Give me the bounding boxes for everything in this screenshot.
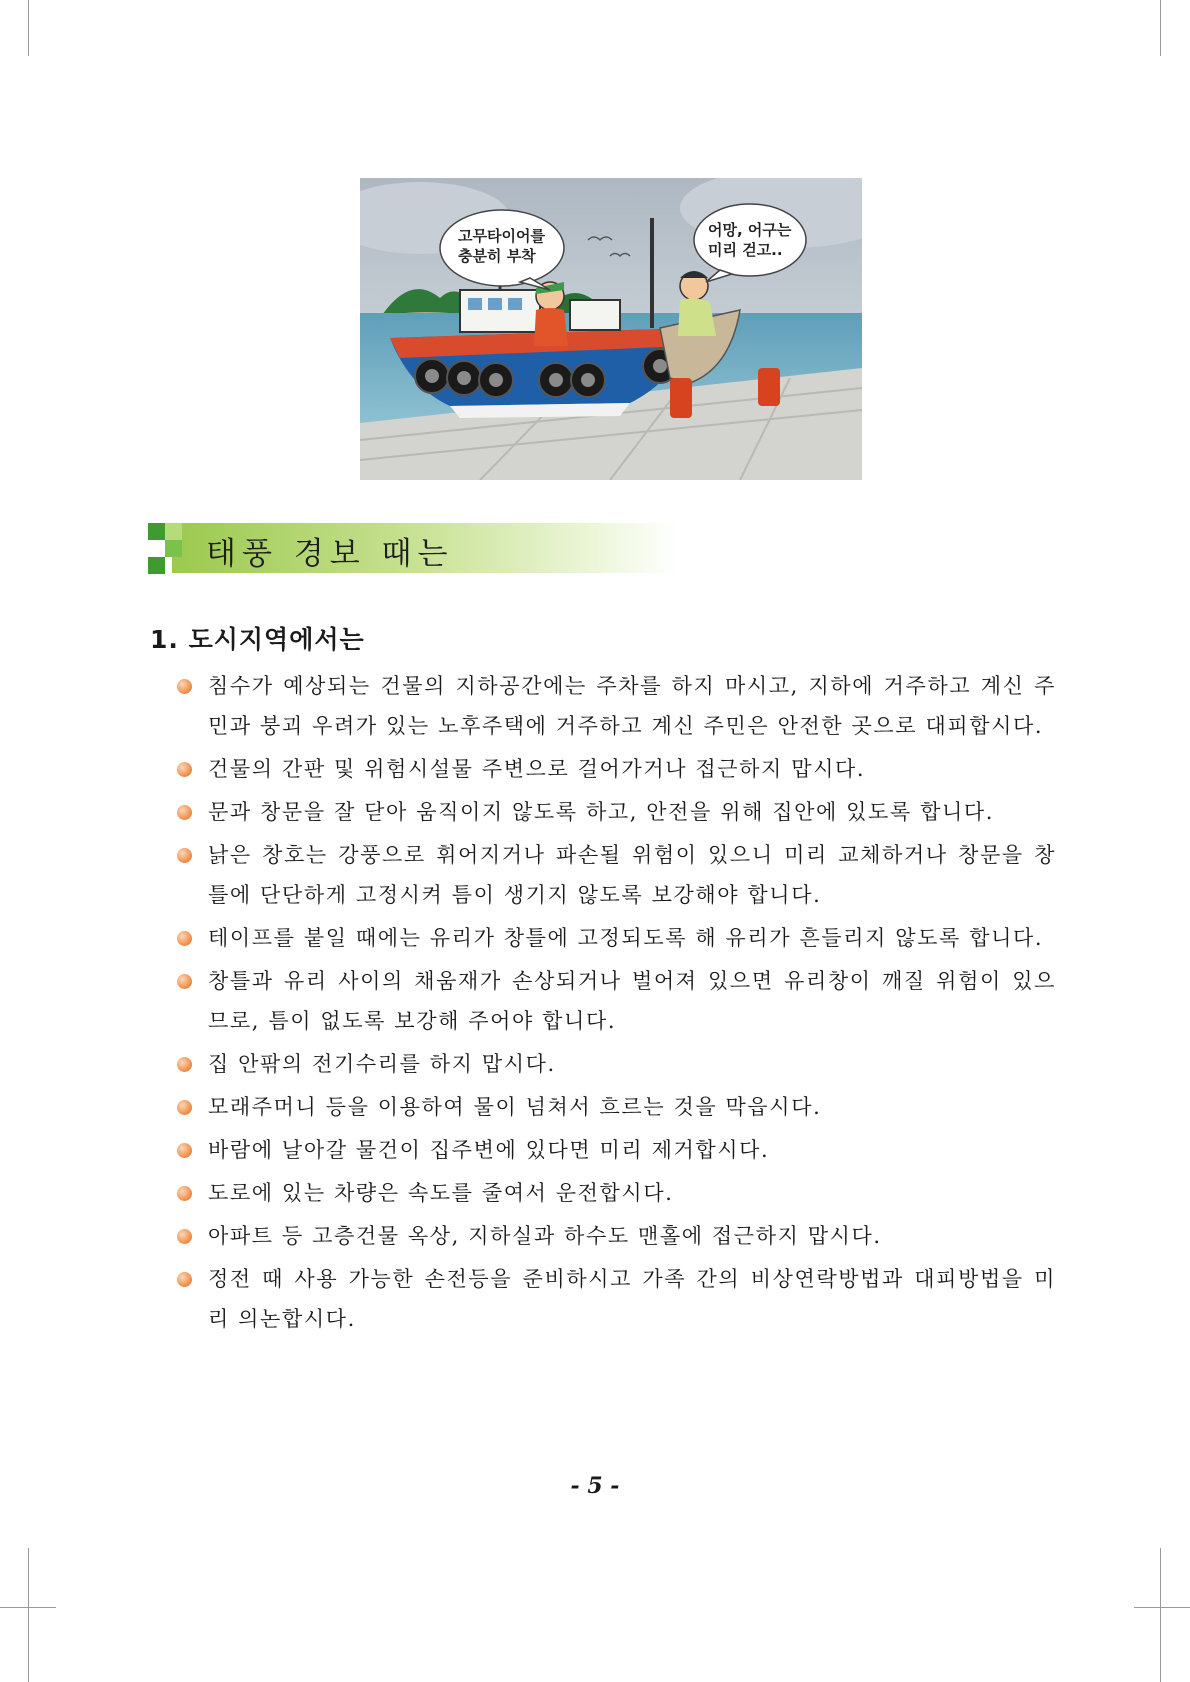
- list-item-text: 건물의 간판 및 위험시설물 주변으로 걸어가거나 접근하지 맙시다.: [208, 757, 866, 781]
- list-item-text: 문과 창문을 잘 닫아 움직이지 않도록 하고, 안전을 위해 집안에 있도록 합니다.: [208, 800, 995, 824]
- list-item-text: 정전 때 사용 가능한 손전등을 준비하시고 가족 간의 비상연락방법과 대피방법을 미리 의논합시다.: [208, 1267, 1056, 1331]
- list-item-text: 아파트 등 고층건물 옥상, 지하실과 하수도 맨홀에 접근하지 맙시다.: [208, 1224, 882, 1248]
- list-item: [176, 666, 1056, 746]
- speech-bubble-right-line-1: 어망, 어구는: [708, 221, 792, 239]
- section-header: [148, 523, 688, 573]
- crop-mark-top-right-v: [1160, 0, 1161, 56]
- bullet-dot-icon: [177, 1100, 192, 1115]
- list-item: [176, 1216, 1056, 1256]
- list-item-text: 테이프를 붙일 때에는 유리가 창틀에 고정되도록 해 유리가 흔들리지 않도록 합니다.: [208, 926, 1044, 950]
- typhoon-boat-illustration: [360, 178, 862, 480]
- list-item-text: 모래주머니 등을 이용하여 물이 넘쳐서 흐르는 것을 막읍시다.: [208, 1095, 822, 1119]
- crop-mark-bottom-right-h: [1134, 1607, 1190, 1608]
- bullet-list: [176, 666, 1056, 1342]
- header-square-icon: [165, 523, 182, 540]
- page-number: - 5 -: [570, 1473, 620, 1499]
- bullet-dot-icon: [177, 974, 192, 989]
- crop-mark-bottom-left-v: [28, 1548, 29, 1682]
- list-item-text: 도로에 있는 차량은 속도를 줄여서 운전합시다.: [208, 1181, 674, 1205]
- bullet-dot-icon: [177, 805, 192, 820]
- list-item: [176, 749, 1056, 789]
- list-item-text: 낡은 창호는 강풍으로 휘어지거나 파손될 위험이 있으니 미리 교체하거나 창문을 창틀에 단단하게 고정시켜 틈이 생기지 않도록 보강해야 합니다.: [208, 843, 1056, 907]
- speech-bubble-left: [458, 226, 545, 266]
- crop-mark-top-left-v: [28, 0, 29, 56]
- header-square-icon: [148, 557, 165, 574]
- speech-bubble-right: [708, 220, 791, 260]
- bullet-dot-icon: [177, 848, 192, 863]
- crop-mark-bottom-right-v: [1160, 1548, 1161, 1682]
- list-item-text: 창틀과 유리 사이의 채움재가 손상되거나 벌어져 있으면 유리창이 깨질 위험이 있으므로, 틈이 없도록 보강해 주어야 합니다.: [208, 969, 1056, 1033]
- list-item: [176, 961, 1056, 1041]
- list-item: [176, 1044, 1056, 1084]
- bullet-dot-icon: [177, 1272, 192, 1287]
- list-item: [176, 1087, 1056, 1127]
- list-item: [176, 1173, 1056, 1213]
- speech-bubble-left-line-1: 고무타이어를: [458, 227, 545, 245]
- bullet-dot-icon: [177, 931, 192, 946]
- bullet-dot-icon: [177, 1143, 192, 1158]
- bullet-dot-icon: [177, 762, 192, 777]
- list-item: [176, 1259, 1056, 1339]
- list-item: [176, 918, 1056, 958]
- list-item-text: 침수가 예상되는 건물의 지하공간에는 주차를 하지 마시고, 지하에 거주하고 계신 주민과 붕괴 우려가 있는 노후주택에 거주하고 계신 주민은 안전한 곳으로 대피합시다.: [208, 674, 1056, 738]
- list-item: [176, 835, 1056, 915]
- speech-bubble-right-line-2: 미리 걷고..: [708, 241, 783, 259]
- list-item-text: 바람에 날아갈 물건이 집주변에 있다면 미리 제거합시다.: [208, 1138, 770, 1162]
- bullet-dot-icon: [177, 1186, 192, 1201]
- bullet-dot-icon: [177, 1229, 192, 1244]
- speech-bubble-left-line-2: 충분히 부착: [458, 247, 536, 265]
- bullet-dot-icon: [177, 679, 192, 694]
- list-item: [176, 792, 1056, 832]
- header-square-icon: [148, 523, 165, 540]
- header-square-icon: [165, 540, 182, 557]
- subheading: 1. 도시지역에서는: [150, 625, 365, 654]
- list-item-text: 집 안팎의 전기수리를 하지 맙시다.: [208, 1052, 556, 1076]
- list-item: [176, 1130, 1056, 1170]
- section-title: 태풍 경보 때는: [206, 536, 454, 572]
- bullet-dot-icon: [177, 1057, 192, 1072]
